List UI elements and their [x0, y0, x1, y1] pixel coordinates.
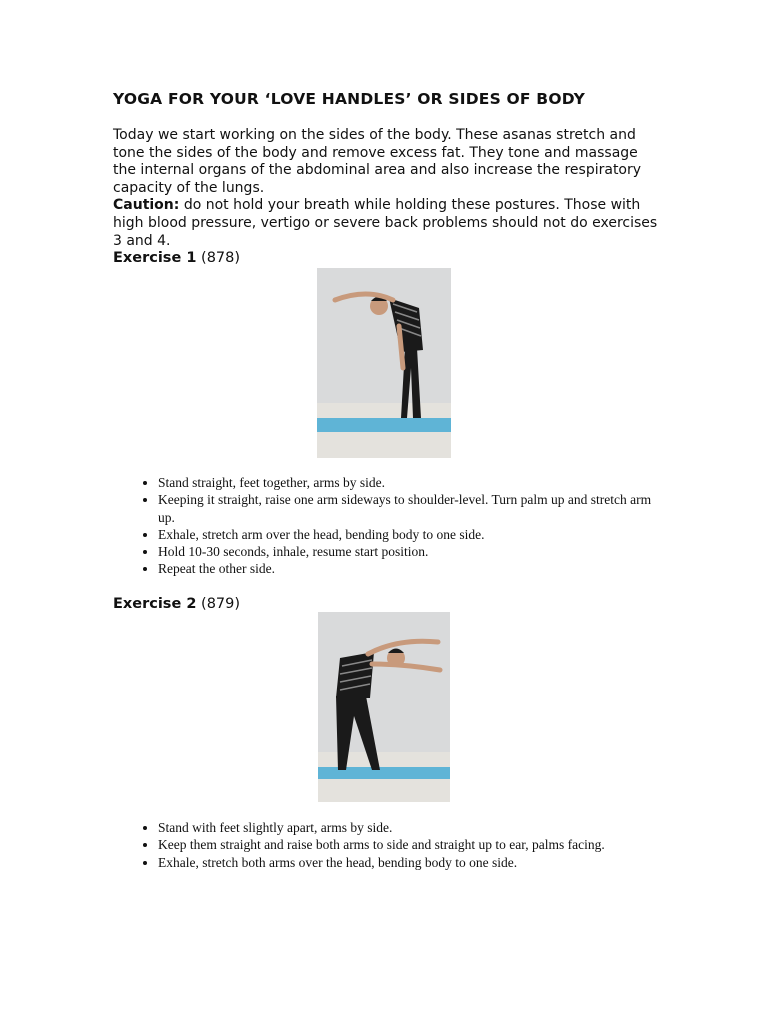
- exercise-1-label: Exercise 1: [113, 250, 197, 266]
- exercise-2-code: (879): [201, 596, 241, 612]
- exercise-2-figure: [318, 612, 450, 802]
- caution-text: do not hold your breath while holding these postures. Those with high blood pressure, vertigo or severe back problems should not do exercises 3 and 4.: [113, 197, 658, 249]
- intro-paragraph: Today we start working on the sides of the body. These asanas stretch and tone the sides of the body and remove excess fat. They tone and massage the internal organs of the abdominal area and also increase the respiratory capacity of the lungs.: [113, 127, 642, 196]
- exercise-1-figure: [317, 268, 451, 458]
- list-item: • Exhale, stretch arm over the head, bending body to one side.: [158, 526, 658, 543]
- exercise-1-heading: [113, 250, 240, 266]
- exercise-1-photo: [317, 268, 451, 458]
- list-item: • Stand with feet slightly apart, arms by side.: [158, 819, 658, 836]
- list-item: • Hold 10-30 seconds, inhale, resume start position.: [158, 543, 658, 560]
- list-item: • Exhale, stretch both arms over the head, bending body to one side.: [158, 854, 658, 871]
- exercise-1-steps: [136, 474, 658, 578]
- exercise-2-label: Exercise 2: [113, 596, 197, 612]
- intro-text: [113, 127, 658, 250]
- list-item: • Keeping it straight, raise one arm sideways to shoulder-level. Turn palm up and stretch arm up.: [158, 491, 658, 526]
- exercise-2-heading: [113, 596, 240, 612]
- caution-label: Caution:: [113, 197, 180, 214]
- exercise-2-photo: [318, 612, 450, 802]
- exercise-1-code: (878): [201, 250, 241, 266]
- list-item: • Repeat the other side.: [158, 560, 658, 577]
- exercise-2-steps: [136, 819, 658, 871]
- page-title: YOGA FOR YOUR ‘LOVE HANDLES’ OR SIDES OF BODY: [113, 90, 586, 108]
- list-item: • Keep them straight and raise both arms to side and straight up to ear, palms facing.: [158, 836, 658, 853]
- caution-paragraph: [113, 197, 658, 250]
- list-item: • Stand straight, feet together, arms by side.: [158, 474, 658, 491]
